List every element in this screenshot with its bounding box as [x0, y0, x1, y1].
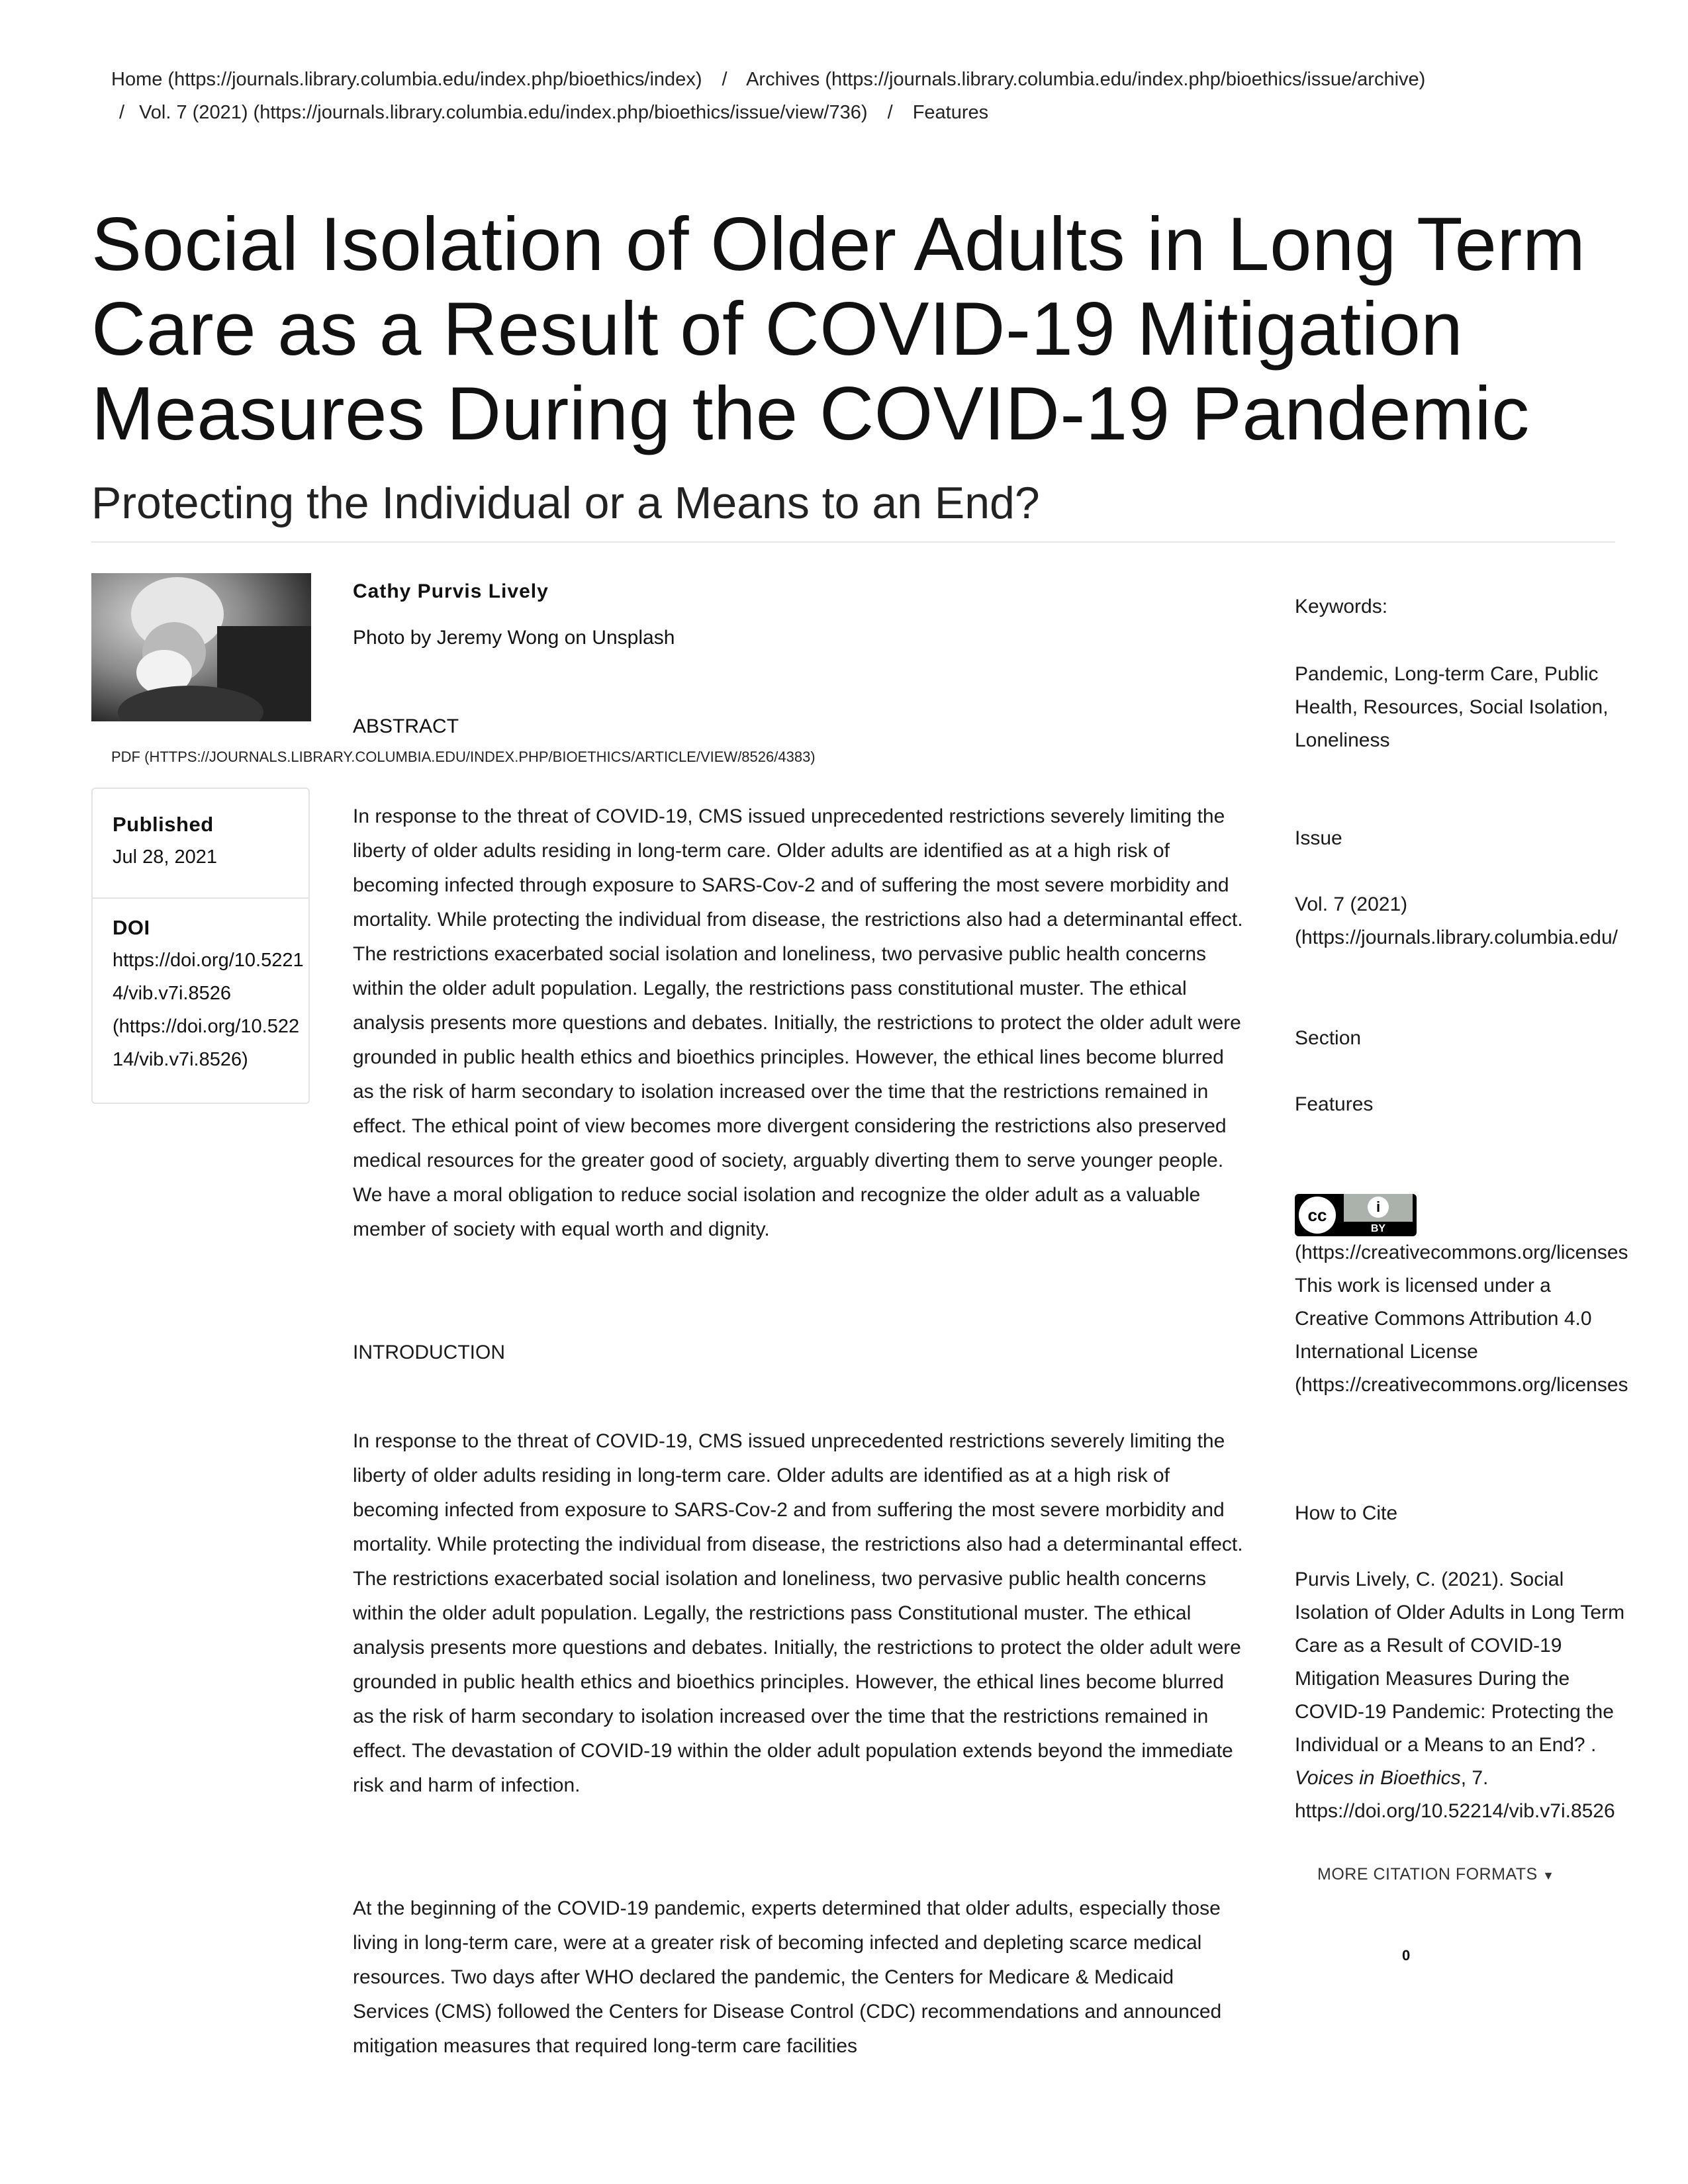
- introduction-heading: INTRODUCTION: [353, 1342, 505, 1363]
- keywords-label: Keywords:: [1295, 596, 1388, 617]
- issue-link[interactable]: (https://journals.library.columbia.edu/: [1295, 927, 1618, 948]
- citation-doi: https://doi.org/10.52214/vib.v7i.8526: [1295, 1800, 1615, 1822]
- more-citation-formats-button[interactable]: MORE CITATION FORMATS ▼: [1317, 1865, 1555, 1884]
- breadcrumb-separator: /: [887, 102, 893, 123]
- license-link[interactable]: (https://creativecommons.org/licenses: [1295, 1242, 1628, 1263]
- abstract-heading: ABSTRACT: [353, 715, 459, 737]
- breadcrumb-volume-link[interactable]: Vol. 7 (2021) (https://journals.library.columbia.edu/index.php/bioethics/issue/view/736): [139, 102, 868, 123]
- caret-down-icon: ▼: [1542, 1869, 1555, 1882]
- cc-by-badge-icon[interactable]: cc i BY: [1295, 1194, 1417, 1236]
- citation-text: Purvis Lively, C. (2021). Social Isolation of Older Adults in Long Term Care as a Result of COVID-19 Mitigation Measures During the COVID-19 Pandemic: Protecting the Individual or a Means to an End? . Voices in Bioethics, 7. https://doi.org/10.52214/vib.v7i.8526: [1295, 1563, 1632, 1828]
- issue-value: Vol. 7 (2021) (https://journals.library.columbia.edu/: [1295, 888, 1639, 954]
- breadcrumb-home-link[interactable]: Home (https://journals.library.columbia.edu/index.php/bioethics/index): [111, 69, 702, 90]
- published-date: Jul 28, 2021: [113, 846, 218, 868]
- license-text: This work is licensed under a Creative Commons Attribution 4.0 International License: [1295, 1275, 1592, 1363]
- meta-divider: [93, 897, 308, 899]
- citation-journal: Voices in Bioethics: [1295, 1767, 1461, 1789]
- breadcrumb-archives-link[interactable]: Archives (https://journals.library.columbia.edu/index.php/bioethics/issue/archive): [746, 69, 1426, 90]
- publication-meta-box: [91, 788, 310, 1104]
- article-cover-image: [91, 573, 311, 721]
- article-author: Cathy Purvis Lively: [353, 580, 549, 602]
- license-block: [1295, 1236, 1639, 1402]
- doi-value[interactable]: https://doi.org/10.52214/vib.v7i.8526: [113, 950, 304, 1004]
- doi-label: DOI: [113, 916, 150, 939]
- keywords-list: Pandemic, Long-term Care, Public Health, Resources, Social Isolation, Loneliness: [1295, 663, 1609, 751]
- section-value: Features: [1295, 1093, 1374, 1115]
- breadcrumb-current: Features: [912, 102, 989, 123]
- page-subtitle: Protecting the Individual or a Means to an End?: [91, 478, 1040, 528]
- breadcrumb-separator: /: [119, 102, 125, 123]
- published-label: Published: [113, 813, 214, 836]
- image-credit: Photo by Jeremy Wong on Unsplash: [353, 627, 675, 649]
- pdf-download-link[interactable]: PDF (HTTPS://JOURNALS.LIBRARY.COLUMBIA.EDU/INDEX.PHP/BIOETHICS/ARTICLE/VIEW/8526/4383): [111, 749, 816, 765]
- page-title: Social Isolation of Older Adults in Long Term Care as a Result of COVID-19 Mitigation Measures During the COVID-19 Pandemic: [91, 203, 1586, 456]
- introduction-paragraph: At the beginning of the COVID-19 pandemic, experts determined that older adults, especially those living in long-term care, were at a greater risk of becoming infected and depleting scarce medical resources. Two days after WHO declared the pandemic, the Centers for Medicare & Medicaid Services (CMS) followed the Centers for Disease Control (CDC) recommendations and announced mitigation measures that required long-term care facilities: [353, 1897, 1222, 2057]
- abstract-text: In response to the threat of COVID-19, CMS issued unprecedented restrictions severely limiting the liberty of older adults residing in long-term care. Older adults are identified as at a high risk of becoming infected through exposure to SARS-Cov-2 and of suffering the most severe morbidity and mortality. While protecting the individual from disease, the restrictions also had a determinantal effect. The restrictions exacerbated social isolation and loneliness, two pervasive public health concerns within the older adult population. Legally, the restrictions pass constitutional muster. The ethical analysis presents more questions and debates. Initially, the restrictions to protect the older adult were grounded in public health ethics and bioethics principles. However, the ethical lines become blurred as the risk of harm secondary to isolation increased over the time that the restrictions remained in effect. The ethical point of view becomes more divergent considering the restrictions also preserved medical resources for the greater good of society, arguably diverting them to serve younger people. We have a moral obligation to reduce social isolation and recognize the older adult as a valuable member of society with equal worth and dignity.: [353, 805, 1243, 1240]
- license-link[interactable]: (https://creativecommons.org/licenses: [1295, 1374, 1628, 1396]
- issue-label: Issue: [1295, 827, 1342, 849]
- doi-link[interactable]: (https://doi.org/10.52214/vib.v7i.8526): [113, 1016, 300, 1070]
- breadcrumb-separator: /: [722, 69, 727, 90]
- section-label: Section: [1295, 1027, 1362, 1049]
- introduction-paragraph: In response to the threat of COVID-19, CMS issued unprecedented restrictions severely limiting the liberty of older adults residing in long-term care. Older adults are identified as at a high risk of becoming infected from exposure to SARS-Cov-2 and from suffering the most severe morbidity and mortality. While protecting the individual from disease, the restrictions also had a determinantal effect. The restrictions exacerbated social isolation and loneliness, two pervasive public health concerns within the older adult population. Legally, the restrictions pass Constitutional muster. The ethical analysis presents more questions and debates. Initially, the restrictions to protect the older adult were grounded in public health ethics and bioethics principles. However, the ethical lines become blurred as the risk of harm secondary to isolation increased over the time that the restrictions remained in effect. The devastation of COVID-19 within the older adult population extends beyond the immediate risk and harm of infection.: [353, 1430, 1243, 1796]
- header-divider: [91, 541, 1615, 543]
- share-counter: 0: [1402, 1947, 1411, 1964]
- how-to-cite-label: How to Cite: [1295, 1502, 1398, 1524]
- breadcrumb: [111, 63, 1594, 129]
